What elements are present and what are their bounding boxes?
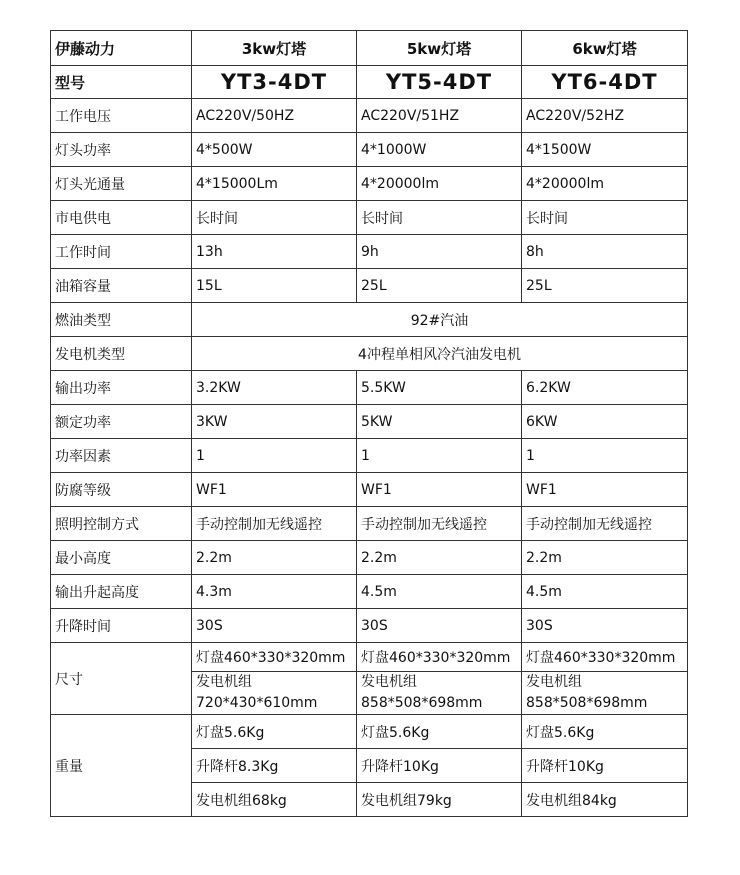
spec-cell: WF1 (192, 473, 357, 507)
weight-cell: 灯盘5.6Kg (357, 715, 522, 749)
spec-row (51, 235, 688, 269)
model-cell: YT5-4DT (357, 66, 522, 99)
spec-cell: 1 (192, 439, 357, 473)
spec-cell: 4*20000lm (357, 167, 522, 201)
lamp-dimension-cell: 灯盘460*330*320mm (357, 643, 522, 672)
spec-cell: 9h (357, 235, 522, 269)
spec-cell: 4*500W (192, 133, 357, 167)
weight-row (51, 715, 688, 749)
spec-cell: AC220V/50HZ (192, 99, 357, 133)
spec-row (51, 405, 688, 439)
lamp-dimension-cell: 灯盘460*330*320mm (192, 643, 357, 672)
spec-cell: WF1 (357, 473, 522, 507)
row-label: 工作时间 (51, 235, 192, 269)
brand-cell: 伊藤动力 (51, 31, 192, 66)
row-label: 最小高度 (51, 541, 192, 575)
row-label: 升降时间 (51, 609, 192, 643)
spec-cell: 25L (522, 269, 688, 303)
merged-cell: 92#汽油 (192, 303, 688, 337)
spec-row (51, 167, 688, 201)
row-label: 额定功率 (51, 405, 192, 439)
row-label: 油箱容量 (51, 269, 192, 303)
row-label: 灯头光通量 (51, 167, 192, 201)
spec-cell: 30S (357, 609, 522, 643)
spec-cell: WF1 (522, 473, 688, 507)
model-cell: YT6-4DT (522, 66, 688, 99)
row-label: 防腐等级 (51, 473, 192, 507)
spec-cell: 8h (522, 235, 688, 269)
spec-cell: 4*1000W (357, 133, 522, 167)
spec-cell: 6KW (522, 405, 688, 439)
spec-cell: 3.2KW (192, 371, 357, 405)
row-label: 灯头功率 (51, 133, 192, 167)
spec-cell: 3KW (192, 405, 357, 439)
genset-dimension-cell (192, 672, 357, 715)
row-label: 输出升起高度 (51, 575, 192, 609)
row-label: 尺寸 (51, 643, 192, 715)
spec-cell: 手动控制加无线遥控 (357, 507, 522, 541)
row-label: 工作电压 (51, 99, 192, 133)
row-label: 重量 (51, 715, 192, 817)
row-label: 型号 (51, 66, 192, 99)
spec-row (51, 507, 688, 541)
spec-cell: AC220V/51HZ (357, 99, 522, 133)
spec-row (51, 133, 688, 167)
product-header: 5kw灯塔 (357, 31, 522, 66)
spec-cell: 25L (357, 269, 522, 303)
weight-cell: 升降杆10Kg (522, 749, 688, 783)
spec-cell: 15L (192, 269, 357, 303)
spec-row (51, 473, 688, 507)
spec-row (51, 575, 688, 609)
genset-size: 858*508*698mm (361, 695, 483, 711)
spec-cell: 2.2m (357, 541, 522, 575)
lamp-dimension-cell: 灯盘460*330*320mm (522, 643, 688, 672)
spec-cell: AC220V/52HZ (522, 99, 688, 133)
spec-row (51, 269, 688, 303)
spec-cell: 13h (192, 235, 357, 269)
genset-size: 720*430*610mm (196, 695, 318, 711)
spec-cell: 30S (192, 609, 357, 643)
genset-size: 858*508*698mm (526, 695, 648, 711)
weight-cell: 灯盘5.6Kg (192, 715, 357, 749)
merged-cell: 4冲程单相风冷汽油发电机 (192, 337, 688, 371)
spec-row (51, 201, 688, 235)
spec-cell: 2.2m (192, 541, 357, 575)
spec-cell: 长时间 (357, 201, 522, 235)
weight-cell: 发电机组84kg (522, 783, 688, 817)
spec-cell: 6.2KW (522, 371, 688, 405)
product-header: 3kw灯塔 (192, 31, 357, 66)
row-label: 市电供电 (51, 201, 192, 235)
spec-cell: 5.5KW (357, 371, 522, 405)
row-label: 照明控制方式 (51, 507, 192, 541)
spec-row (51, 439, 688, 473)
row-label: 发电机类型 (51, 337, 192, 371)
spec-cell: 30S (522, 609, 688, 643)
spec-cell: 2.2m (522, 541, 688, 575)
spec-cell: 长时间 (522, 201, 688, 235)
weight-cell: 发电机组79kg (357, 783, 522, 817)
spec-cell: 1 (522, 439, 688, 473)
weight-cell: 灯盘5.6Kg (522, 715, 688, 749)
spec-row (51, 541, 688, 575)
spec-cell: 长时间 (192, 201, 357, 235)
weight-cell: 升降杆10Kg (357, 749, 522, 783)
product-header: 6kw灯塔 (522, 31, 688, 66)
spec-cell: 4*1500W (522, 133, 688, 167)
spec-table (50, 30, 688, 817)
spec-cell: 4.5m (522, 575, 688, 609)
genset-dimension-cell (357, 672, 522, 715)
spec-cell: 1 (357, 439, 522, 473)
spec-row (51, 99, 688, 133)
genset-label: 发电机组 (526, 674, 582, 690)
row-label: 功率因素 (51, 439, 192, 473)
spec-row (51, 609, 688, 643)
merged-row (51, 337, 688, 371)
spec-cell: 4.5m (357, 575, 522, 609)
header-row (51, 31, 688, 66)
model-row (51, 66, 688, 99)
spec-cell: 4.3m (192, 575, 357, 609)
spec-cell: 4*20000lm (522, 167, 688, 201)
genset-label: 发电机组 (196, 674, 252, 690)
genset-dimension-cell (522, 672, 688, 715)
dimension-row (51, 643, 688, 672)
spec-cell: 手动控制加无线遥控 (522, 507, 688, 541)
spec-row (51, 371, 688, 405)
row-label: 燃油类型 (51, 303, 192, 337)
merged-row (51, 303, 688, 337)
weight-cell: 升降杆8.3Kg (192, 749, 357, 783)
weight-cell: 发电机组68kg (192, 783, 357, 817)
genset-label: 发电机组 (361, 674, 417, 690)
model-cell: YT3-4DT (192, 66, 357, 99)
spec-cell: 5KW (357, 405, 522, 439)
spec-cell: 4*15000Lm (192, 167, 357, 201)
row-label: 输出功率 (51, 371, 192, 405)
spec-cell: 手动控制加无线遥控 (192, 507, 357, 541)
